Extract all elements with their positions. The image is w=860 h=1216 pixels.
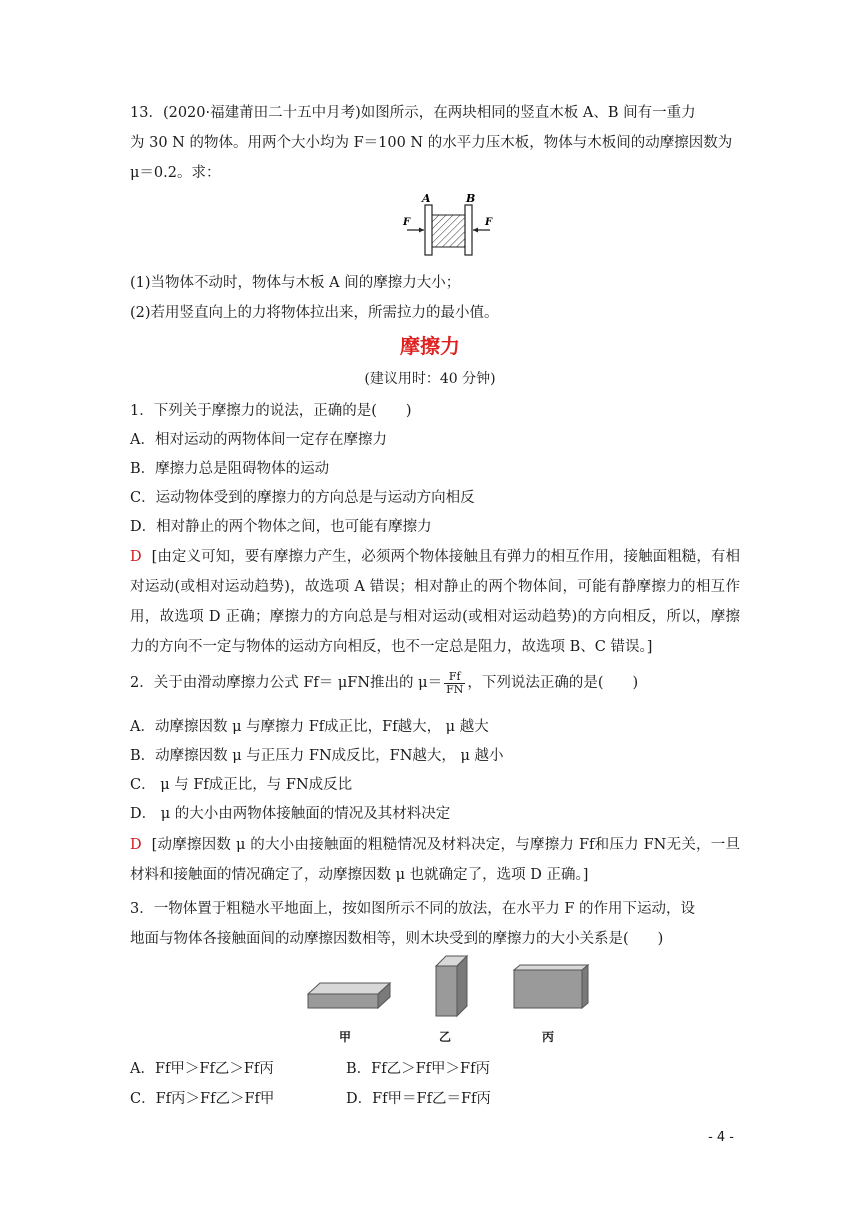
- q13-board-figure: [398, 192, 500, 262]
- section-title: 摩擦力: [400, 334, 460, 358]
- q3-option-d: D．Ff甲＝Ff乙＝Ff丙: [346, 1091, 491, 1107]
- label-bing: 丙: [542, 1030, 555, 1044]
- force-label-left: F: [403, 217, 411, 228]
- page-number: - 4 -: [708, 1130, 734, 1145]
- q2-fraction: [444, 671, 465, 696]
- q1-explanation: [由定义可知，要有摩擦力产生，必须两个物体接触且有弹力的相互作用，接触面粗糙，有相对运动(或相对运动趋势)，故选项 A 错误；相对静止的两个物体间，可能有静摩擦力的相互作用，故选项 D 正确；摩擦力的方向总是与相对运动(或相对运动趋势)的方向相反，所以，摩擦力的方向不一定与物体的运动方向相反，也不一定总是阻力，故选项 B、C 错误。]: [130, 549, 740, 655]
- block-bing: [514, 965, 588, 1008]
- q1-option-c: C．运动物体受到的摩擦力的方向总是与运动方向相反: [130, 490, 475, 506]
- label-jia: 甲: [339, 1030, 352, 1044]
- q2-answer-block: [130, 830, 740, 890]
- q2-fraction-denominator: FN: [446, 682, 464, 696]
- q1-option-d: D．相对静止的两个物体之间，也可能有摩擦力: [130, 519, 432, 535]
- q1-option-b: B．摩擦力总是阻碍物体的运动: [130, 461, 330, 477]
- q1-answer: D: [130, 549, 142, 565]
- q3-option-c: C．Ff丙＞Ff乙＞Ff甲: [130, 1091, 275, 1107]
- q2-option-d: D． μ 的大小由两物体接触面的情况及其材料决定: [130, 806, 451, 822]
- q2-fraction-numerator: Ff: [444, 671, 465, 684]
- q13-line-2: 为 30 N 的物体。用两个大小均为 F＝100 N 的水平力压木板，物体与木板间的动摩擦因数为: [130, 135, 733, 151]
- q13-sub-question-2: (2)若用竖直向上的力将物体拉出来，所需拉力的最小值。: [130, 305, 499, 321]
- q1-option-a: A．相对运动的两物体间一定存在摩擦力: [130, 432, 387, 448]
- hatched-object: [432, 215, 465, 247]
- q3-option-b: B．Ff乙＞Ff甲＞Ff丙: [346, 1061, 490, 1077]
- q13-sub-question-1: (1)当物体不动时，物体与木板 A 间的摩擦力大小；: [130, 275, 461, 291]
- q2-stem: [130, 668, 740, 698]
- q2-stem-part-b: ，下列说法正确的是( ): [467, 675, 639, 691]
- q3-line-2: 地面与物体各接触面间的动摩擦因数相等，则木块受到的摩擦力的大小关系是( ): [130, 931, 664, 947]
- q3-option-a: A．Ff甲＞Ff乙＞Ff丙: [130, 1061, 274, 1077]
- q2-option-a: A．动摩擦因数 μ 与摩擦力 Ff成正比，Ff越大， μ 越大: [130, 719, 489, 735]
- board-b-label: B: [466, 192, 476, 205]
- label-yi: 乙: [439, 1030, 452, 1044]
- q2-option-b: B．动摩擦因数 μ 与正压力 FN成反比，FN越大， μ 越小: [130, 748, 504, 764]
- q2-option-c: C． μ 与 Ff成正比，与 FN成反比: [130, 777, 353, 793]
- q13-line-1: 13．(2020·福建莆田二十五中月考)如图所示，在两块相同的竖直木板 A、B 间有一重力: [130, 105, 696, 121]
- q2-stem-part-a: 2．关于由滑动摩擦力公式 Ff＝ μFN推出的 μ＝: [130, 675, 443, 691]
- q2-explanation: [动摩擦因数 μ 的大小由接触面的粗糙情况及材料决定，与摩擦力 Ff和压力 FN无关，一旦材料和接触面的情况确定了，动摩擦因数 μ 也就确定了，选项 D 正确。]: [130, 837, 740, 883]
- q2-answer: D: [130, 837, 142, 853]
- board-a: [425, 205, 432, 255]
- q3-blocks-figure: [300, 950, 600, 1020]
- section-subtitle: (建议用时：40 分钟): [364, 371, 496, 387]
- block-yi: [436, 956, 467, 1016]
- q3-line-1: 3．一物体置于粗糙水平地面上，按如图所示不同的放法，在水平力 F 的作用下运动，设: [130, 901, 696, 917]
- board-b: [465, 205, 472, 255]
- board-a-label: A: [422, 192, 431, 205]
- block-jia: [308, 983, 390, 1008]
- q1-answer-block: [130, 542, 740, 662]
- q1-stem: 1．下列关于摩擦力的说法，正确的是( ): [130, 403, 412, 419]
- q13-line-3: μ＝0.2。求：: [130, 165, 221, 181]
- force-label-right: F: [485, 217, 493, 228]
